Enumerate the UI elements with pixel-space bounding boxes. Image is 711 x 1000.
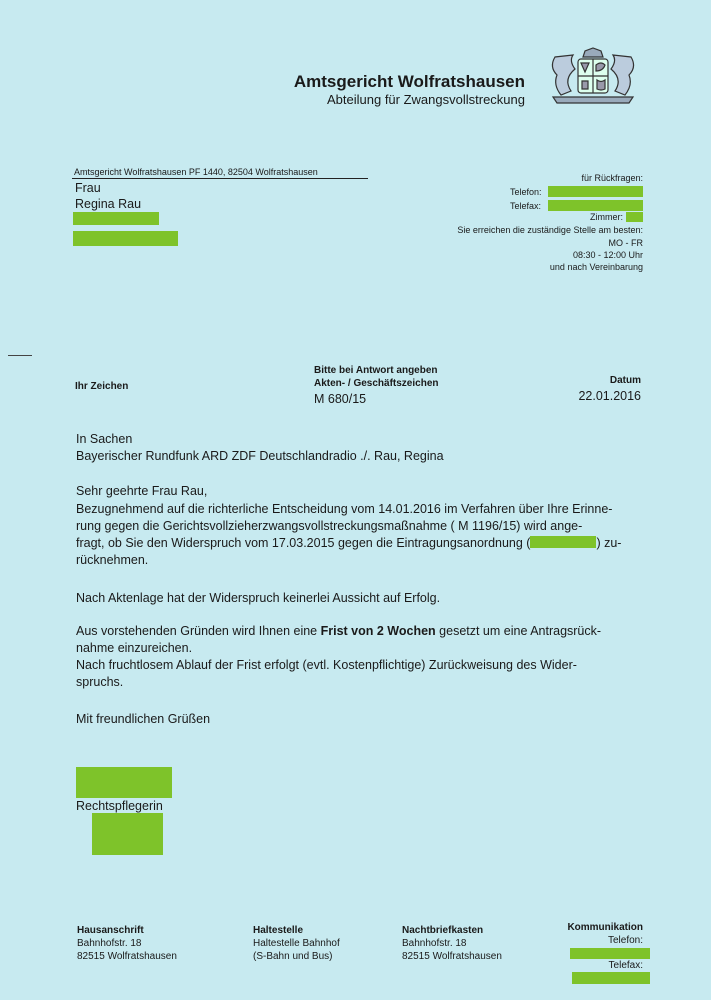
paragraph-2: Nach Aktenlage hat der Widerspruch keinerlei Aussicht auf Erfolg. — [76, 591, 441, 605]
reply-note: Bitte bei Antwort angeben — [314, 365, 438, 376]
p1-line-3 — [76, 535, 641, 552]
file-number-label: Akten- / Geschäftszeichen — [314, 378, 439, 389]
p1-line-2: rung gegen die Gerichtsvollzieherzwangsvollstreckungsmaßnahme ( M 1196/15) wird ange- — [76, 519, 583, 533]
footer-address — [77, 924, 177, 963]
contact-appointment: und nach Vereinbarung — [549, 262, 643, 272]
in-sachen-label: In Sachen — [76, 432, 133, 446]
p3-text-start: Aus vorstehenden Gründen wird Ihnen eine — [76, 624, 321, 638]
contact-room-label: Zimmer: — [590, 212, 623, 222]
footer-address-label: Hausanschrift — [77, 925, 144, 936]
p1-line-3-end: ) zu- — [596, 536, 622, 550]
footer-comm-fax: Telefax: — [608, 960, 643, 971]
footer-comm — [540, 921, 643, 947]
footer-stop-line2: (S-Bahn und Bus) — [253, 951, 333, 962]
redacted-room — [626, 212, 643, 222]
coat-of-arms-emblem — [545, 45, 641, 107]
footer-mailbox-line2: 82515 Wolfratshausen — [402, 951, 502, 962]
contact-fax-label: Telefax: — [510, 201, 542, 211]
redacted-order-number — [530, 536, 596, 548]
redacted-fax — [548, 200, 643, 211]
letter-date: 22.01.2016 — [578, 389, 641, 403]
redacted-address-city — [73, 231, 178, 246]
footer-address-line2: 82515 Wolfratshausen — [77, 951, 177, 962]
date-label: Datum — [609, 375, 641, 386]
contact-phone-label: Telefon: — [510, 187, 542, 197]
footer-stop — [253, 924, 340, 963]
contact-heading: für Rückfragen: — [581, 173, 643, 183]
p1-line-4: rücknehmen. — [76, 553, 149, 567]
footer-stop-label: Haltestelle — [253, 925, 304, 936]
contact-reach-text: Sie erreichen die zuständige Stelle am besten: — [457, 225, 643, 235]
recipient-salutation: Frau — [75, 181, 101, 195]
recipient-name: Regina Rau — [75, 197, 142, 211]
contact-days: MO - FR — [608, 238, 643, 248]
closing: Mit freundlichen Grüßen — [76, 712, 211, 726]
footer-comm-label: Kommunikation — [567, 922, 643, 933]
redacted-phone — [548, 186, 643, 197]
court-department: Abteilung für Zwangsvollstreckung — [327, 92, 525, 107]
paragraph-1 — [76, 501, 641, 569]
paragraph-3 — [76, 623, 641, 691]
redacted-comm-fax — [572, 972, 650, 984]
your-ref-label: Ihr Zeichen — [75, 381, 129, 392]
p4-line-1: Nach fruchtlosem Ablauf der Frist erfolgt (evtl. Kostenpflichtige) Zurückweisung des Wider- — [76, 658, 577, 672]
footer-address-line1: Bahnhofstr. 18 — [77, 938, 142, 949]
p4-line-2: spruchs. — [76, 675, 124, 689]
return-address: Amtsgericht Wolfratshausen PF 1440, 82504 Wolfratshausen — [74, 167, 318, 177]
p1-line-3-start: fragt, ob Sie den Widerspruch vom 17.03.2015 gegen die Eintragungsanordnung ( — [76, 536, 531, 550]
redacted-address-street — [73, 212, 159, 225]
redacted-comm-phone — [570, 948, 650, 959]
p3-line-2: nahme einzureichen. — [76, 641, 193, 655]
signer-title: Rechtspflegerin — [76, 799, 163, 813]
redacted-signer-name — [92, 813, 163, 855]
case-title: Bayerischer Rundfunk ARD ZDF Deutschlandradio ./. Rau, Regina — [76, 449, 444, 463]
fold-mark — [8, 355, 32, 356]
contact-hours: 08:30 - 12:00 Uhr — [572, 250, 643, 260]
footer-mailbox-line1: Bahnhofstr. 18 — [402, 938, 467, 949]
footer-mailbox — [402, 924, 502, 963]
court-name: Amtsgericht Wolfratshausen — [293, 72, 525, 91]
redacted-signature — [76, 767, 172, 798]
return-address-rule — [72, 178, 368, 179]
p3-line-1 — [76, 623, 641, 640]
footer-mailbox-label: Nachtbriefkasten — [402, 925, 484, 936]
case-header — [76, 431, 641, 465]
footer-comm-phone: Telefon: — [607, 935, 643, 946]
p3-text-end: gesetzt um eine Antragsrück- — [435, 624, 602, 638]
deadline-highlight: Frist von 2 Wochen — [320, 624, 436, 638]
footer-stop-line1: Haltestelle Bahnhof — [253, 938, 340, 949]
file-number: M 680/15 — [314, 392, 367, 406]
p1-line-1: Bezugnehmend auf die richterliche Entscheidung vom 14.01.2016 im Verfahren über Ihre Erinne- — [76, 502, 613, 516]
greeting: Sehr geehrte Frau Rau, — [76, 484, 208, 498]
